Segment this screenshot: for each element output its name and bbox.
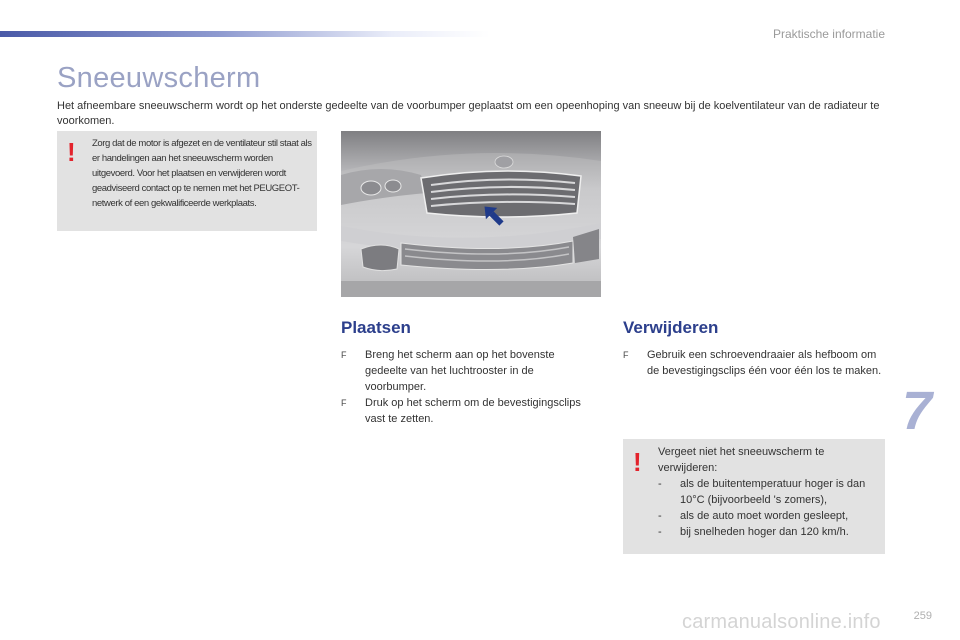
list-item: F Gebruik een schroevendraaier als hefboom om de bevestigingsclips één voor één los te maken. xyxy=(623,349,882,377)
list-item: - bij snelheden hoger dan 120 km/h. xyxy=(658,526,849,538)
warning-text xyxy=(658,444,880,540)
chapter-number: 7 xyxy=(902,381,933,441)
list-item: - als de buitentemperatuur hoger is dan 10°C (bijvoorbeeld 's zomers), xyxy=(658,478,866,506)
removing-steps xyxy=(623,347,888,379)
warning-box-engine xyxy=(57,131,317,231)
header-accent-bar xyxy=(0,31,490,37)
car-front-illustration xyxy=(341,131,601,297)
check-box-icon: F xyxy=(623,350,629,360)
warning-intro: Vergeet niet het sneeuwscherm te verwijderen: xyxy=(658,446,825,474)
list-item: F Druk op het scherm om de bevestigingsclips vast te zetten. xyxy=(341,397,581,425)
check-box-icon: F xyxy=(341,350,347,360)
check-box-icon: F xyxy=(341,398,347,408)
warning-icon: ! xyxy=(633,447,642,477)
page-title: Sneeuwscherm xyxy=(57,62,261,94)
heading-plaatsen: Plaatsen xyxy=(341,318,411,337)
heading-verwijderen: Verwijderen xyxy=(623,318,719,337)
page-number: 259 xyxy=(913,610,932,622)
placing-steps xyxy=(341,347,591,427)
warning-text: Zorg dat de motor is afgezet en de ventilateur stil staat als er handelingen aan het sneeuwscherm worden uitgevoerd. Voor het plaatsen en verwijderen wordt geadviseerd contact op te nemen met het PEUGEOT-netwerk of een gekwalificeerde werkplaats. xyxy=(92,138,312,209)
watermark: carmanualsonline.info xyxy=(682,611,881,633)
list-item: - als de auto moet worden gesleept, xyxy=(658,510,849,522)
intro-paragraph: Het afneembare sneeuwscherm wordt op het onderste gedeelte van de voorbumper geplaatst om een opeenhoping van sneeuw bij de koelventilateur van de radiateur te voorkomen. xyxy=(57,100,880,127)
list-item: F Breng het scherm aan op het bovenste gedeelte van het luchtrooster in de voorbumper. xyxy=(341,349,555,393)
warning-box-remove xyxy=(623,439,885,554)
car-front-photo xyxy=(341,131,601,297)
warning-conditions xyxy=(658,476,880,540)
warning-icon: ! xyxy=(67,137,76,167)
section-label: Praktische informatie xyxy=(772,27,885,41)
